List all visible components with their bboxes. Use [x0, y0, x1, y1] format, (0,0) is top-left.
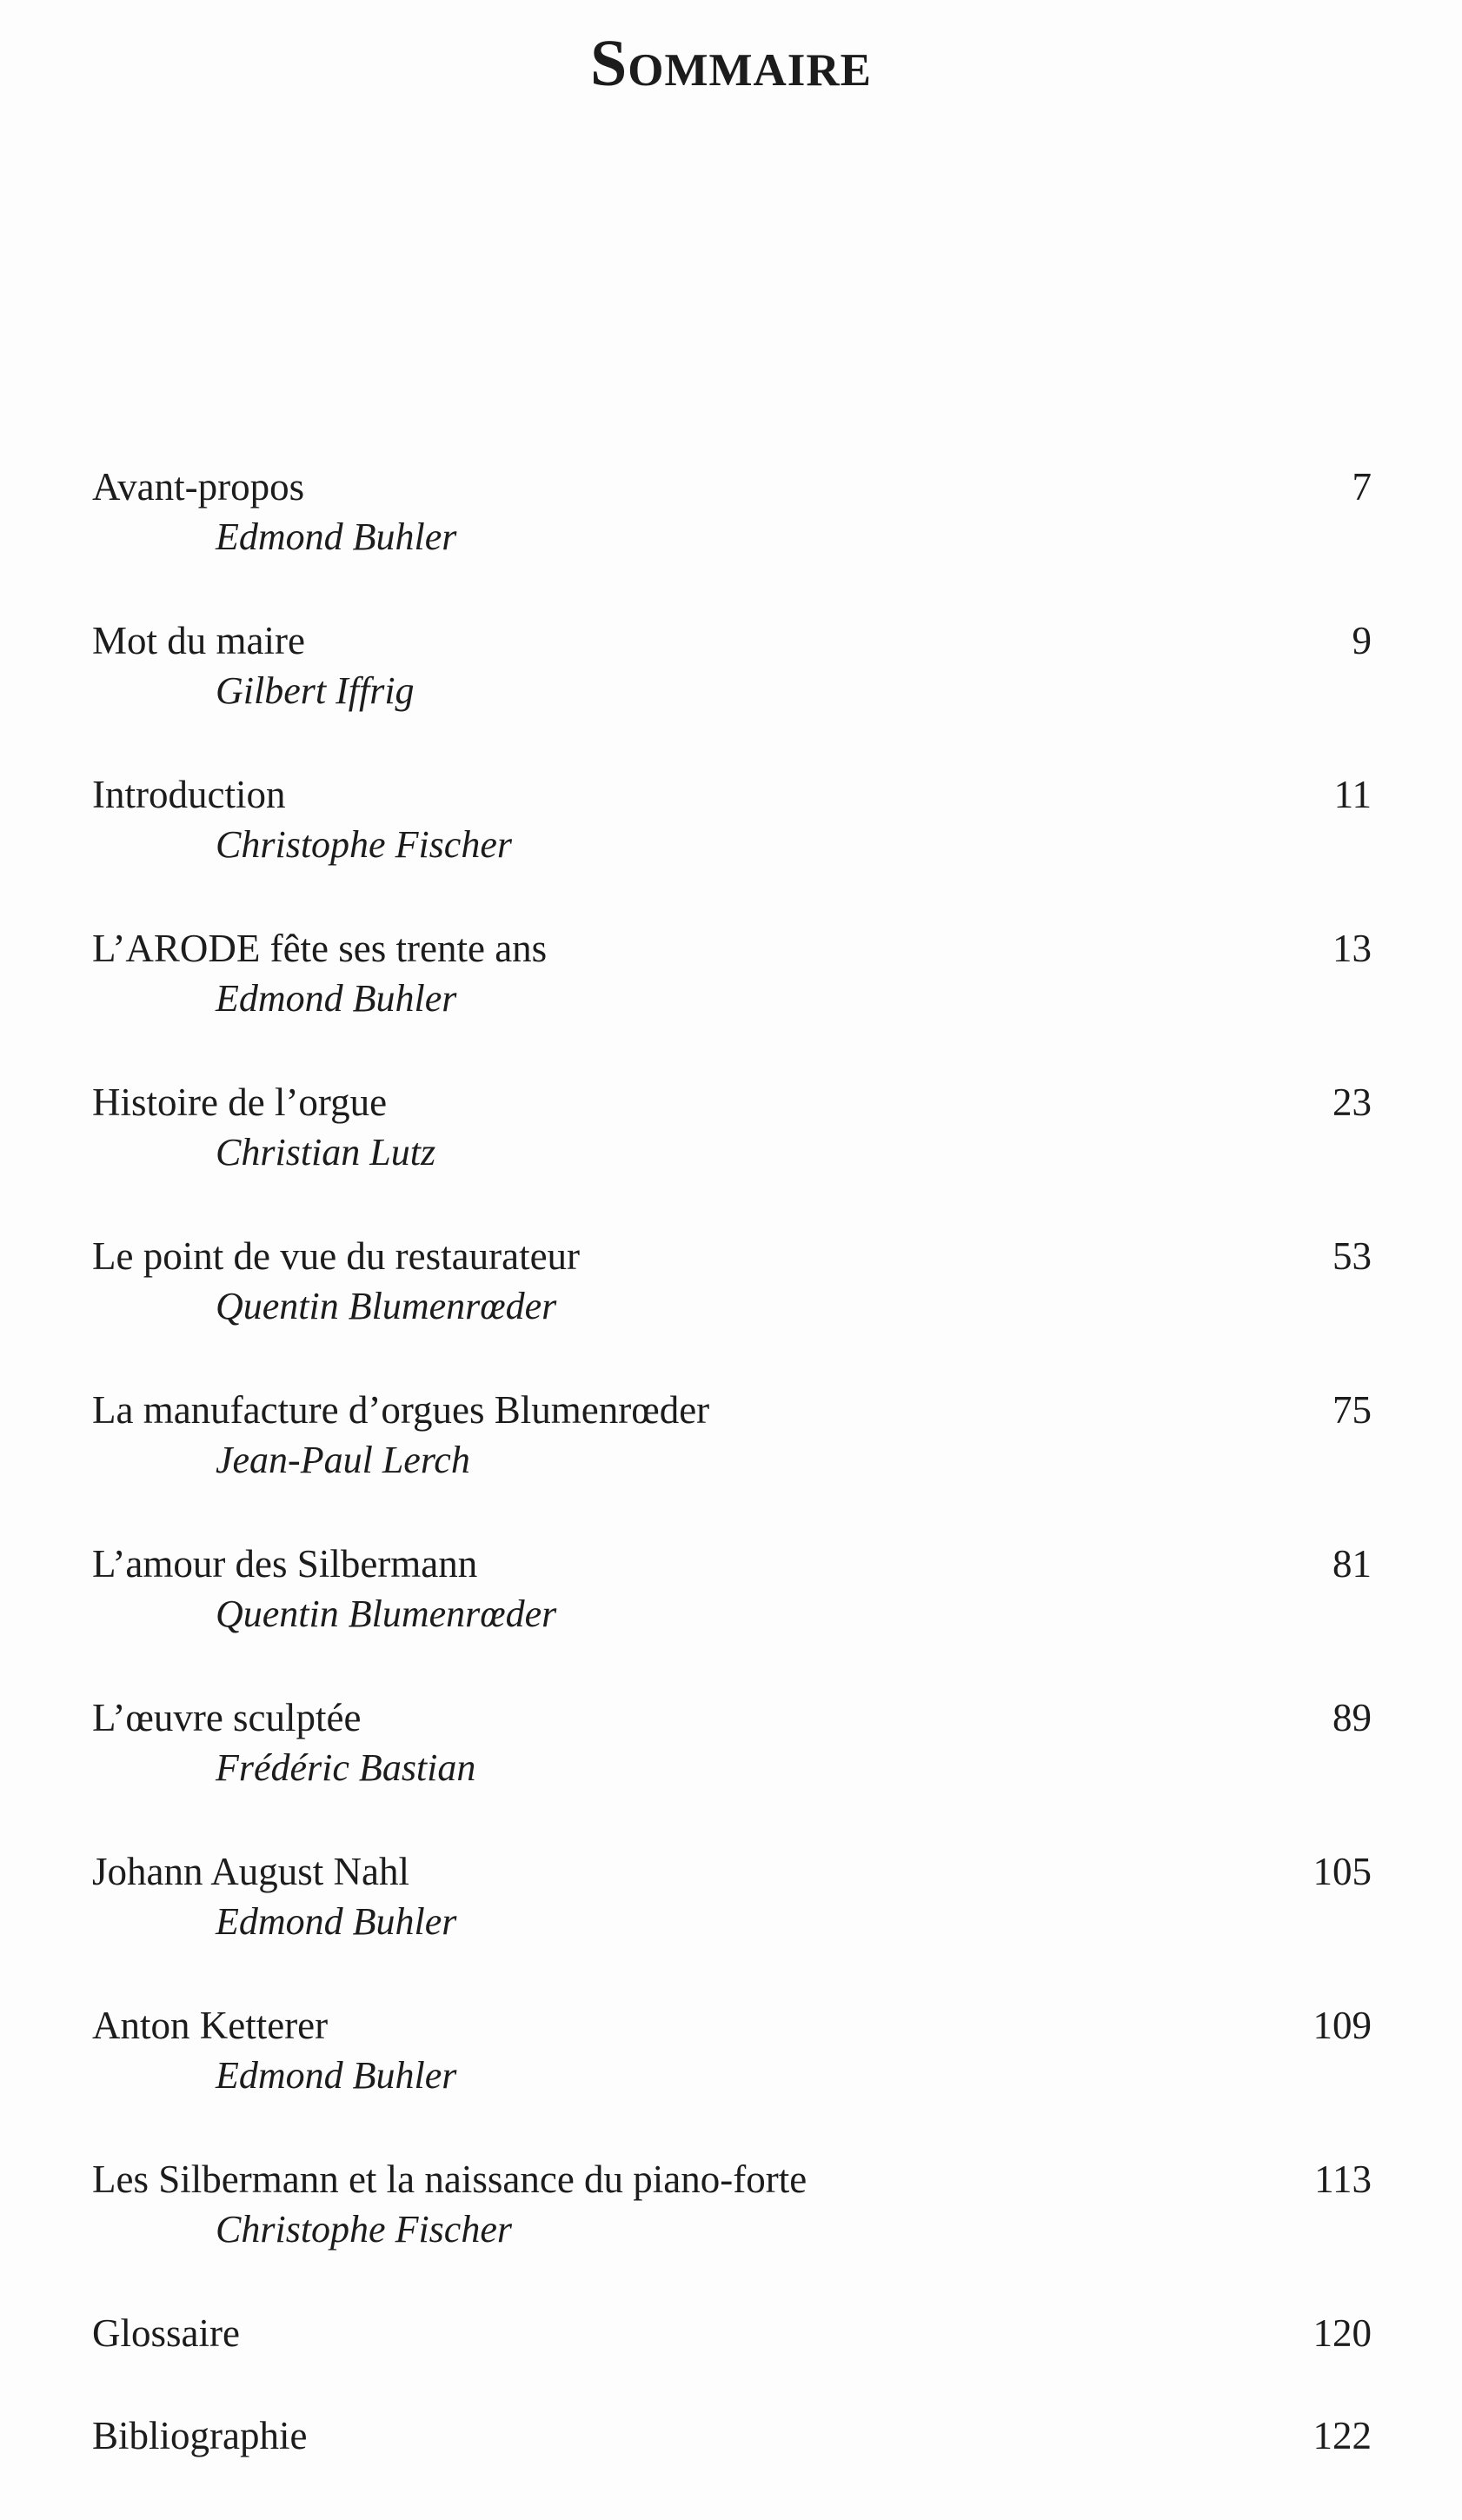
entry-title: Bibliographie	[92, 2414, 308, 2457]
toc-entry	[92, 2001, 1372, 2155]
entry-author: Gilbert Iffrig	[216, 669, 415, 712]
entry-page-number: 105	[1312, 1850, 1372, 1893]
entry-author: Edmond Buhler	[216, 2054, 457, 2097]
entry-page-number: 9	[1352, 619, 1372, 662]
toc-entry	[92, 2411, 1372, 2514]
entry-page-number: 75	[1332, 1388, 1372, 1432]
entry-page-number: 122	[1312, 2414, 1372, 2457]
entry-title: Les Silbermann et la naissance du piano-forte	[92, 2158, 807, 2201]
entry-author: Christophe Fischer	[216, 823, 512, 866]
entry-author: Quentin Blumenrœder	[216, 1285, 557, 1327]
entry-page-number: 81	[1332, 1542, 1372, 1586]
toc-entry	[92, 1539, 1372, 1693]
entry-title: L’œuvre sculptée	[92, 1696, 362, 1739]
toc-entry	[92, 2155, 1372, 2309]
toc-entry	[92, 1847, 1372, 2001]
entry-title: Histoire de l’orgue	[92, 1080, 388, 1124]
toc-entry	[92, 462, 1372, 616]
entry-title: Anton Ketterer	[92, 2004, 329, 2047]
entry-title: Introduction	[92, 773, 286, 816]
entry-title: Avant-propos	[92, 465, 305, 509]
entry-author: Christophe Fischer	[216, 2208, 512, 2251]
toc-entry	[92, 924, 1372, 1078]
entry-page-number: 113	[1314, 2158, 1372, 2201]
entry-page-number: 89	[1332, 1696, 1372, 1739]
entry-author: Edmond Buhler	[216, 515, 457, 558]
entry-title: Le point de vue du restaurateur	[92, 1234, 581, 1278]
toc-entry	[92, 2309, 1372, 2411]
page-title: Sommaire	[589, 27, 873, 100]
entry-page-number: 120	[1312, 2311, 1372, 2355]
entry-page-number: 13	[1332, 927, 1372, 970]
entry-title: Glossaire	[92, 2311, 240, 2355]
entry-page-number: 109	[1312, 2004, 1372, 2047]
entry-page-number: 23	[1332, 1080, 1372, 1124]
entry-title: L’ARODE fête ses trente ans	[92, 927, 548, 970]
toc-entry	[92, 1386, 1372, 1539]
table-of-contents	[92, 462, 1372, 2514]
toc-entry	[92, 616, 1372, 770]
toc-entry	[92, 1078, 1372, 1232]
entry-author: Quentin Blumenrœder	[216, 1592, 557, 1635]
entry-author: Edmond Buhler	[216, 1900, 457, 1943]
entry-page-number: 7	[1352, 465, 1372, 509]
entry-page-number: 11	[1333, 773, 1372, 816]
toc-entry	[92, 1693, 1372, 1847]
entry-title: Mot du maire	[92, 619, 305, 662]
entry-title: La manufacture d’orgues Blumenrœder	[92, 1388, 710, 1432]
toc-entry	[92, 1232, 1372, 1386]
entry-author: Christian Lutz	[216, 1131, 436, 1174]
entry-author: Jean-Paul Lerch	[216, 1439, 470, 1481]
toc-entry	[92, 770, 1372, 924]
entry-author: Frédéric Bastian	[216, 1746, 476, 1789]
entry-title: Johann August Nahl	[92, 1850, 409, 1893]
entry-title: L’amour des Silbermann	[92, 1542, 478, 1586]
entry-page-number: 53	[1332, 1234, 1372, 1278]
entry-author: Edmond Buhler	[216, 977, 457, 1020]
